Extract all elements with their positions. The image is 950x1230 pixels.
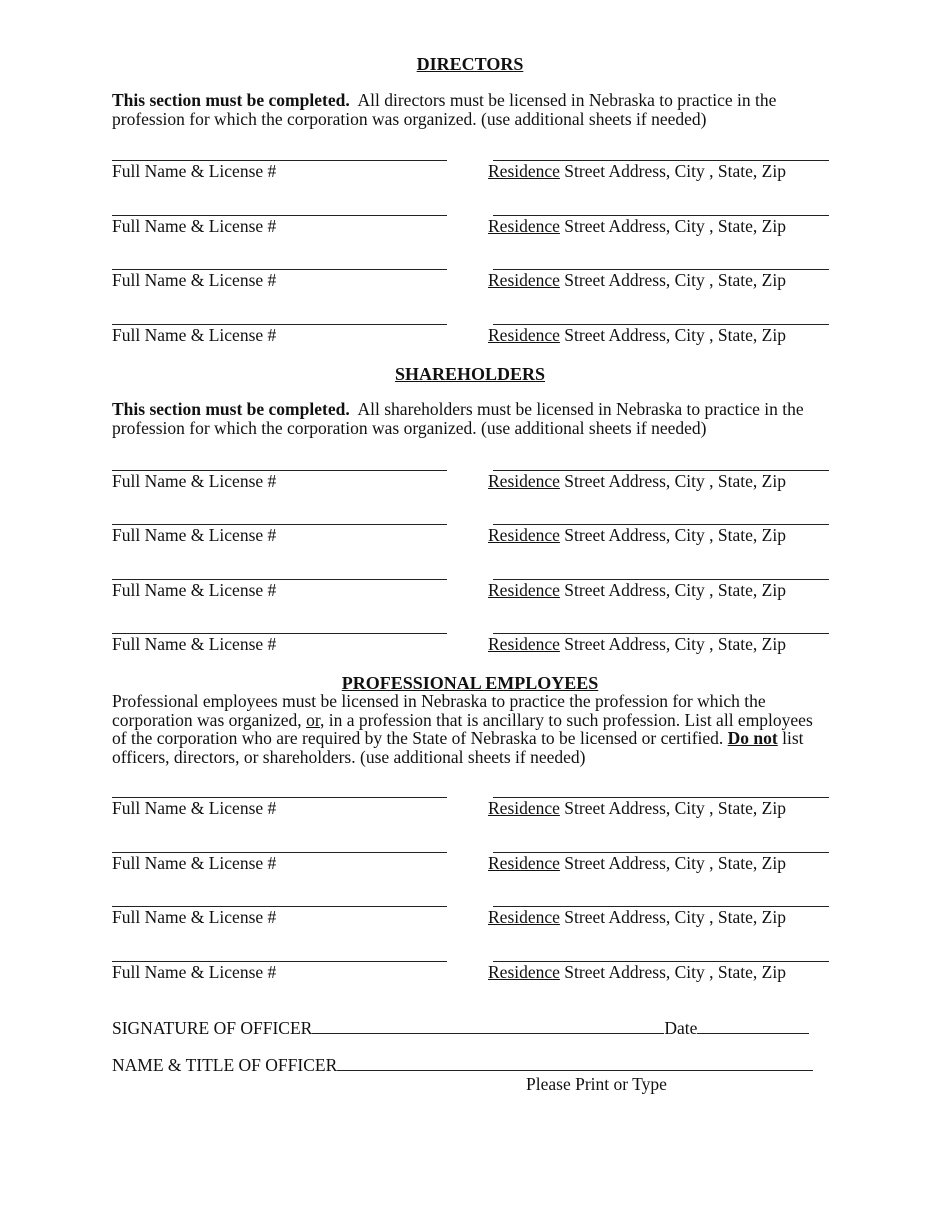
address-label [488, 961, 786, 983]
signature-field[interactable] [312, 1017, 664, 1034]
name-title-field[interactable] [337, 1054, 813, 1071]
address-label [488, 579, 786, 601]
residence-word: Residence [488, 580, 560, 600]
signature-line [112, 1017, 828, 1039]
date-label: Date [664, 1018, 698, 1038]
residence-word: Residence [488, 634, 560, 654]
professional-row [112, 797, 828, 837]
address-text: Street Address, City , State, Zip [564, 907, 786, 927]
shareholders-bold-intro: This section must be completed. [112, 399, 350, 419]
directors-row [112, 324, 828, 364]
name-title-label: NAME & TITLE OF OFFICER [112, 1055, 338, 1075]
residence-word: Residence [488, 853, 560, 873]
directors-row [112, 269, 828, 309]
shareholders-text: All shareholders must be licensed in Nebraska to practice in the profession for which the corporation was organized. (use additional sheets if needed) [112, 399, 804, 438]
address-label [488, 215, 786, 237]
name-license-label: Full Name & License # [112, 634, 277, 654]
shareholders-row [112, 579, 828, 619]
address-text: Street Address, City , State, Zip [564, 962, 786, 982]
print-note: Please Print or Type [526, 1074, 667, 1094]
address-text: Street Address, City , State, Zip [564, 853, 786, 873]
name-license-label: Full Name & License # [112, 798, 277, 818]
address-label [488, 906, 786, 928]
address-label [488, 470, 786, 492]
professional-row [112, 852, 828, 892]
residence-word: Residence [488, 525, 560, 545]
residence-word: Residence [488, 216, 560, 236]
residence-word: Residence [488, 907, 560, 927]
name-license-label: Full Name & License # [112, 525, 277, 545]
professional-row [112, 906, 828, 946]
address-label [488, 852, 786, 874]
professional-text-2: , in a profession that is ancillary to such profession. List all employees of the corporation who are required by the State of Nebraska to be licensed or certified. [112, 709, 813, 748]
do-not-emphasis: Do not [727, 728, 778, 748]
name-license-label: Full Name & License # [112, 270, 277, 290]
directors-row [112, 160, 828, 200]
shareholders-row [112, 524, 828, 564]
address-text: Street Address, City , State, Zip [564, 270, 786, 290]
directors-text: All directors must be licensed in Nebraska to practice in the profession for which the corporation was organized. (use additional sheets if needed) [112, 90, 777, 129]
address-label [488, 524, 786, 546]
residence-word: Residence [488, 798, 560, 818]
shareholders-row [112, 633, 828, 673]
date-field[interactable] [697, 1017, 809, 1034]
name-license-label: Full Name & License # [112, 853, 277, 873]
name-license-label: Full Name & License # [112, 216, 277, 236]
shareholders-heading: SHAREHOLDERS [394, 364, 546, 384]
address-text: Street Address, City , State, Zip [564, 525, 786, 545]
address-text: Street Address, City , State, Zip [564, 471, 786, 491]
address-text: Street Address, City , State, Zip [564, 161, 786, 181]
directors-instructions [112, 91, 828, 128]
professional-row [112, 961, 828, 1001]
address-text: Street Address, City , State, Zip [564, 216, 786, 236]
address-text: Street Address, City , State, Zip [564, 798, 786, 818]
name-license-label: Full Name & License # [112, 471, 277, 491]
professional-instructions [112, 692, 828, 766]
name-license-label: Full Name & License # [112, 907, 277, 927]
address-label [488, 797, 786, 819]
name-license-label: Full Name & License # [112, 962, 277, 982]
directors-row [112, 215, 828, 255]
address-text: Street Address, City , State, Zip [564, 580, 786, 600]
name-title-line [112, 1054, 828, 1076]
or-emphasis: or [306, 709, 320, 730]
address-label [488, 269, 786, 291]
address-label [488, 633, 786, 655]
residence-word: Residence [488, 325, 560, 345]
signature-label: SIGNATURE OF OFFICER [112, 1018, 313, 1038]
directors-heading: DIRECTORS [416, 54, 524, 74]
address-label [488, 160, 786, 182]
address-text: Street Address, City , State, Zip [564, 325, 786, 345]
shareholders-instructions [112, 400, 828, 437]
residence-word: Residence [488, 962, 560, 982]
professional-text-1: Professional employees must be licensed in Nebraska to practice the profession for which the corporation was organized, [112, 691, 766, 730]
address-label [488, 324, 786, 346]
residence-word: Residence [488, 161, 560, 181]
shareholders-row [112, 470, 828, 510]
directors-bold-intro: This section must be completed. [112, 90, 350, 110]
name-license-label: Full Name & License # [112, 580, 277, 600]
professional-text-3: list officers, directors, or shareholders. (use additional sheets if needed) [112, 728, 804, 767]
residence-word: Residence [488, 270, 560, 290]
name-license-label: Full Name & License # [112, 325, 277, 345]
address-text: Street Address, City , State, Zip [564, 634, 786, 654]
residence-word: Residence [488, 471, 560, 491]
professional-heading: PROFESSIONAL EMPLOYEES [341, 673, 599, 693]
name-license-label: Full Name & License # [112, 161, 277, 181]
